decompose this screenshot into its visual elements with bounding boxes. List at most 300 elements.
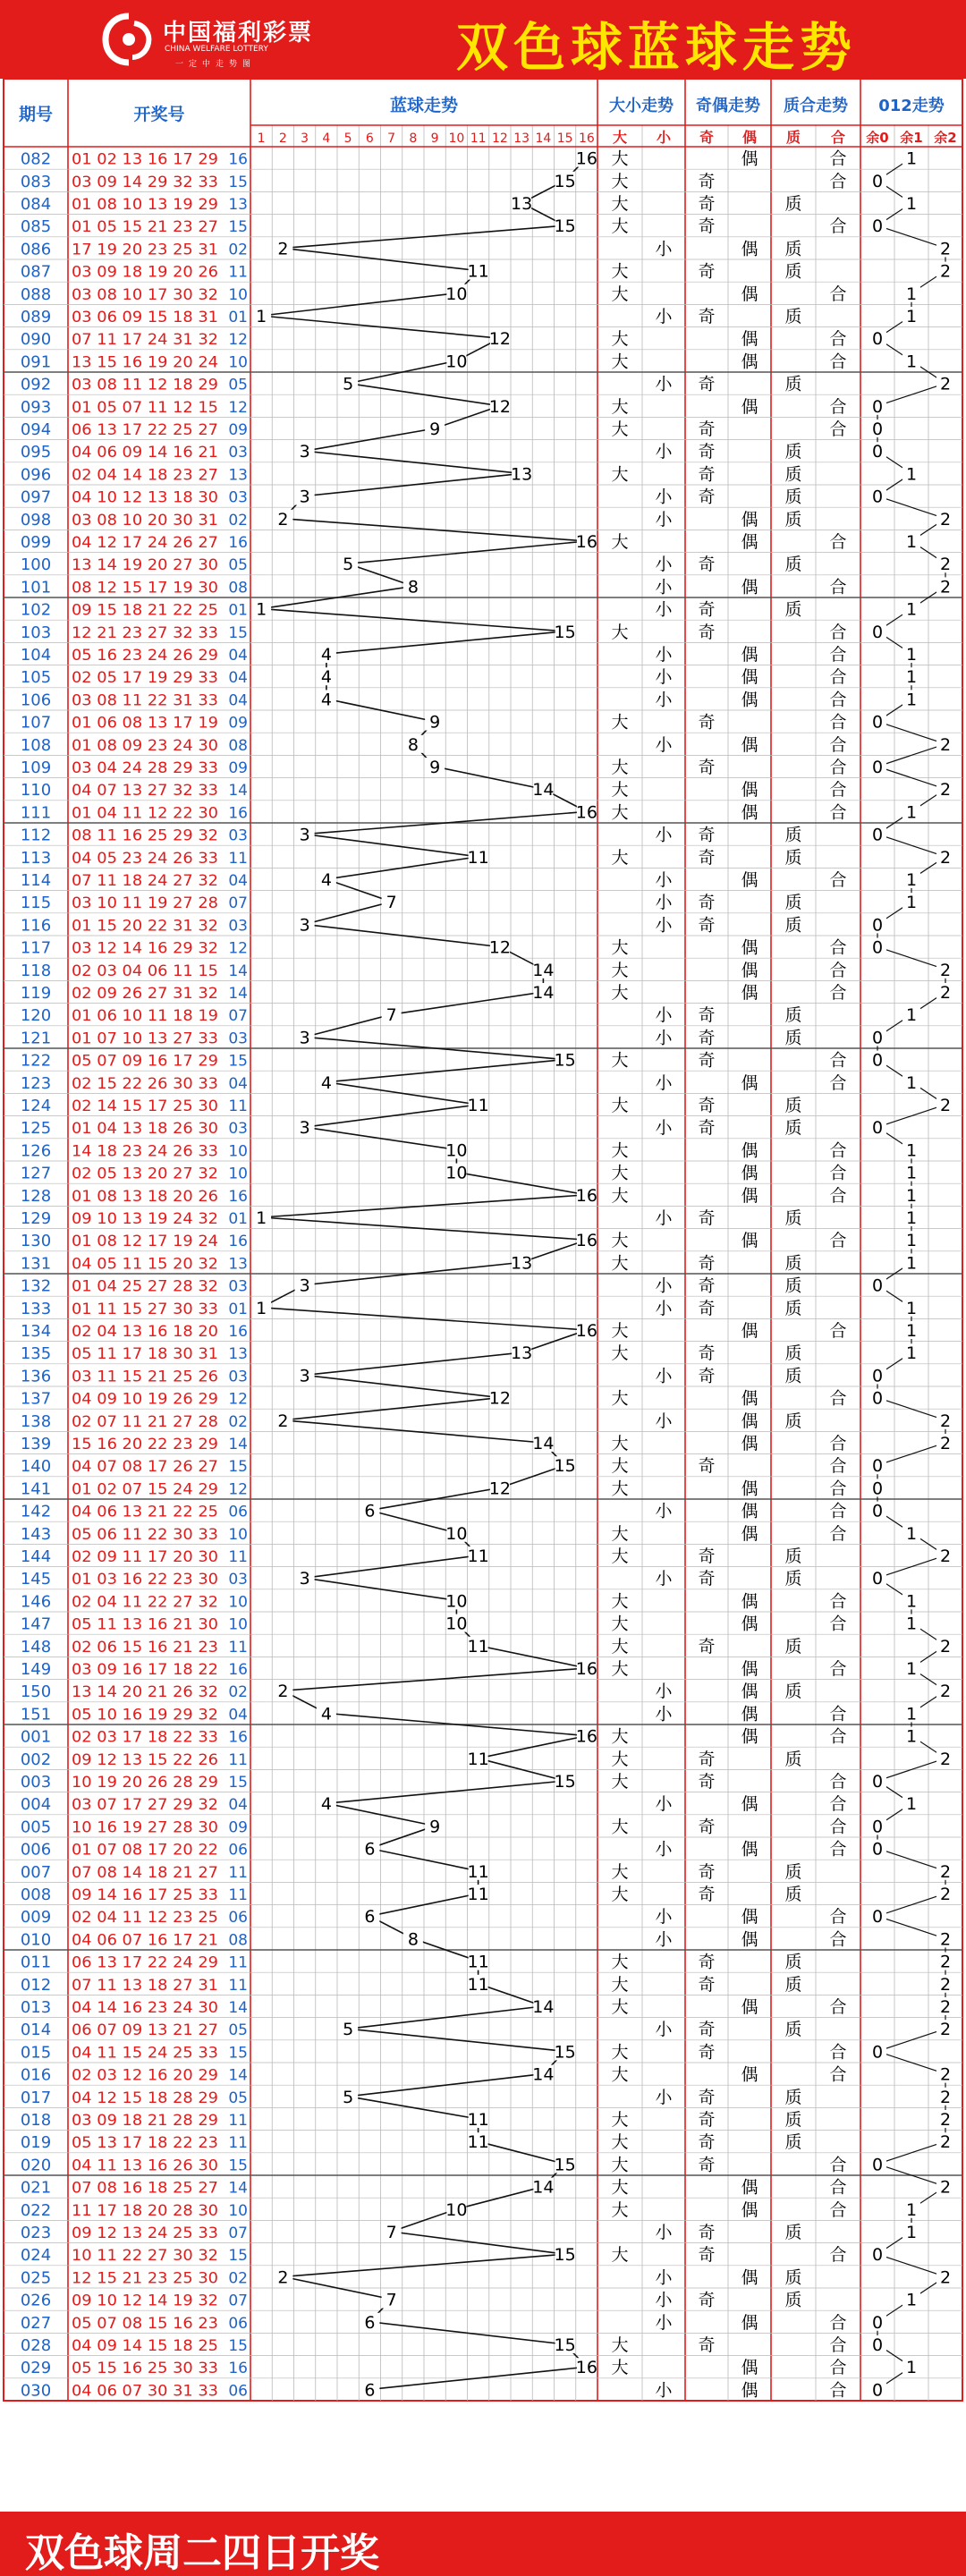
mod-trend-header: 012走势 bbox=[878, 97, 945, 115]
period-cell: 117 bbox=[20, 938, 52, 958]
prime-cell: 合 bbox=[829, 1726, 847, 1747]
size-cell: 小 bbox=[655, 374, 673, 394]
parity-cell: 偶 bbox=[741, 1388, 758, 1409]
parity-cell: 偶 bbox=[741, 734, 758, 755]
blue-ball-marker: 10 bbox=[445, 352, 468, 372]
page-title: 双色球蓝球走势 bbox=[456, 17, 858, 78]
size-cell: 小 bbox=[655, 2267, 673, 2288]
parity-cell: 偶 bbox=[741, 1479, 758, 1499]
blue-ball-cell: 11 bbox=[228, 2112, 248, 2130]
red-balls-cell: 13 14 19 20 27 30 bbox=[72, 556, 218, 575]
prime-cell: 质 bbox=[784, 239, 802, 259]
blue-ball-cell: 16 bbox=[228, 1728, 248, 1747]
parity-cell: 奇 bbox=[698, 1343, 716, 1364]
prime-cell: 质 bbox=[784, 307, 802, 326]
blue-ball-marker: 3 bbox=[299, 1118, 310, 1139]
parity-cell: 偶 bbox=[741, 1704, 758, 1724]
blue-ball-marker: 14 bbox=[532, 960, 555, 980]
blue-ball-cell: 06 bbox=[228, 1503, 248, 1521]
blue-ball-cell: 06 bbox=[228, 1841, 248, 1860]
blue-ball-marker: 2 bbox=[277, 239, 289, 259]
blue-ball-marker: 12 bbox=[488, 1479, 511, 1499]
prime-cell: 合 bbox=[829, 2380, 847, 2401]
prime-cell: 合 bbox=[829, 1140, 847, 1161]
parity-cell: 偶 bbox=[741, 532, 758, 552]
size-cell: 大 bbox=[611, 937, 629, 958]
prime-cell: 合 bbox=[829, 2155, 847, 2175]
size-cell: 大 bbox=[611, 216, 629, 237]
period-cell: 021 bbox=[20, 2178, 52, 2198]
red-balls-cell: 09 15 18 21 22 25 bbox=[72, 601, 218, 620]
blue-ball-marker: 10 bbox=[445, 1614, 468, 1634]
red-balls-cell: 12 15 21 23 25 30 bbox=[72, 2269, 218, 2288]
blue-ball-cell: 15 bbox=[228, 1052, 248, 1071]
blue-ball-cell: 14 bbox=[228, 2179, 248, 2198]
size-cell: 大 bbox=[611, 1591, 629, 1612]
red-balls-cell: 01 06 10 11 18 19 bbox=[72, 1007, 218, 1026]
blue-ball-marker: 13 bbox=[511, 1253, 533, 1274]
red-balls-cell: 07 08 16 18 25 27 bbox=[72, 2179, 218, 2198]
size-cell: 小 bbox=[655, 239, 673, 259]
prime-cell: 质 bbox=[784, 1749, 802, 1769]
blue-ball-cell: 12 bbox=[228, 398, 248, 417]
blue-ball-marker: 8 bbox=[407, 1929, 419, 1950]
parity-cell: 奇 bbox=[698, 1749, 716, 1769]
size-cell: 大 bbox=[611, 329, 629, 350]
period-cell: 010 bbox=[20, 1930, 52, 1950]
blue-number-header: 15 bbox=[556, 131, 573, 146]
period-cell: 087 bbox=[20, 262, 52, 282]
red-balls-cell: 04 12 17 24 26 27 bbox=[72, 534, 218, 552]
blue-ball-marker: 15 bbox=[554, 2155, 576, 2175]
period-cell: 090 bbox=[20, 330, 52, 350]
prime-cell: 合 bbox=[829, 1050, 847, 1071]
blue-ball-cell: 10 bbox=[228, 1593, 248, 1612]
mod-0-header: 余0 bbox=[866, 130, 889, 146]
blue-ball-marker: 1 bbox=[256, 307, 267, 326]
blue-ball-marker: 16 bbox=[575, 2358, 597, 2378]
blue-ball-cell: 10 bbox=[228, 1142, 248, 1161]
prime-cell: 合 bbox=[829, 667, 847, 688]
parity-cell: 奇 bbox=[698, 599, 716, 620]
blue-ball-cell: 11 bbox=[228, 1638, 248, 1657]
size-cell: 大 bbox=[611, 148, 629, 169]
size-cell: 小 bbox=[655, 1682, 673, 1702]
parity-cell: 奇 bbox=[698, 622, 716, 642]
size-cell: 小 bbox=[655, 1411, 673, 1431]
blue-ball-marker: 10 bbox=[445, 1591, 468, 1612]
blue-ball-marker: 9 bbox=[429, 758, 441, 777]
parity-cell: 偶 bbox=[741, 1072, 758, 1093]
blue-ball-cell: 09 bbox=[228, 1818, 248, 1837]
period-cell: 092 bbox=[20, 375, 52, 394]
size-cell: 小 bbox=[655, 2380, 673, 2401]
period-cell: 143 bbox=[20, 1524, 52, 1544]
size-cell: 大 bbox=[611, 1388, 629, 1409]
prime-cell: 合 bbox=[829, 1185, 847, 1206]
red-balls-cell: 10 11 22 27 30 32 bbox=[72, 2247, 218, 2266]
period-cell: 095 bbox=[20, 443, 52, 462]
red-balls-cell: 02 14 15 17 25 30 bbox=[72, 1097, 218, 1115]
red-balls-cell: 01 04 11 12 22 30 bbox=[72, 804, 218, 823]
blue-number-header: 2 bbox=[278, 131, 287, 146]
mod-cell: 1 bbox=[905, 464, 918, 485]
period-cell: 098 bbox=[20, 510, 52, 530]
red-balls-cell: 03 09 18 21 28 29 bbox=[72, 2112, 218, 2130]
red-balls-cell: 01 11 15 27 30 33 bbox=[72, 1300, 218, 1318]
blue-ball-cell: 12 bbox=[228, 939, 248, 958]
prime-cell: 合 bbox=[829, 419, 847, 439]
size-cell: 小 bbox=[655, 307, 673, 326]
parity-cell: 偶 bbox=[741, 1997, 758, 2017]
period-cell: 028 bbox=[20, 2336, 52, 2355]
blue-ball-marker: 14 bbox=[532, 2064, 555, 2085]
blue-ball-marker: 11 bbox=[467, 1546, 489, 1566]
parity-cell: 偶 bbox=[741, 352, 758, 372]
parity-cell: 奇 bbox=[698, 1636, 716, 1657]
header-bar bbox=[0, 0, 966, 79]
blue-ball-cell: 07 bbox=[228, 2224, 248, 2242]
mod-cell: 2 bbox=[939, 2087, 952, 2107]
red-balls-cell: 07 08 14 18 21 27 bbox=[72, 1863, 218, 1882]
period-cell: 002 bbox=[20, 1750, 52, 1769]
prime-cell: 质 bbox=[784, 194, 802, 214]
blue-ball-marker: 2 bbox=[277, 2267, 289, 2288]
prime-cell: 质 bbox=[784, 1682, 802, 1702]
size-cell: 大 bbox=[611, 2110, 629, 2130]
blue-ball-cell: 09 bbox=[228, 714, 248, 733]
blue-ball-marker: 14 bbox=[532, 2177, 555, 2198]
blue-ball-cell: 03 bbox=[228, 1030, 248, 1048]
period-cell: 029 bbox=[20, 2359, 52, 2378]
blue-ball-cell: 15 bbox=[228, 623, 248, 642]
logo-english-name: CHINA WELFARE LOTTERY bbox=[165, 45, 268, 54]
mod-cell: 2 bbox=[939, 1885, 952, 1904]
prime-cell: 质 bbox=[784, 261, 802, 282]
mod-cell: 0 bbox=[871, 2245, 884, 2266]
blue-ball-cell: 08 bbox=[228, 736, 248, 755]
mod-cell: 1 bbox=[905, 532, 918, 552]
period-cell: 110 bbox=[20, 781, 52, 801]
mod-cell: 2 bbox=[939, 2267, 952, 2288]
mod-cell: 0 bbox=[871, 329, 884, 350]
size-cell: 小 bbox=[655, 1794, 673, 1815]
blue-ball-marker: 14 bbox=[532, 1434, 555, 1453]
blue-ball-cell: 10 bbox=[228, 285, 248, 304]
red-balls-cell: 03 10 11 19 27 28 bbox=[72, 894, 218, 913]
blue-number-header: 12 bbox=[491, 131, 508, 146]
period-cell: 086 bbox=[20, 240, 52, 259]
prime-cell: 合 bbox=[829, 2064, 847, 2085]
period-cell: 085 bbox=[20, 217, 52, 237]
period-cell: 142 bbox=[20, 1502, 52, 1521]
blue-ball-marker: 15 bbox=[554, 622, 576, 642]
mod-cell: 2 bbox=[939, 1682, 952, 1702]
parity-cell: 偶 bbox=[741, 1614, 758, 1634]
blue-ball-marker: 7 bbox=[386, 2290, 397, 2310]
size-cell: 大 bbox=[611, 1952, 629, 1972]
size-cell: 大 bbox=[611, 1772, 629, 1792]
logo-chinese-name: 中国福利彩票 bbox=[163, 20, 314, 47]
prime-cell: 合 bbox=[829, 1772, 847, 1792]
blue-ball-cell: 01 bbox=[228, 309, 248, 326]
red-balls-cell: 03 06 09 15 18 31 bbox=[72, 309, 218, 326]
mod-cell: 2 bbox=[939, 847, 952, 868]
mod-cell: 0 bbox=[871, 419, 884, 439]
blue-ball-cell: 05 bbox=[228, 376, 248, 394]
red-balls-cell: 10 19 20 26 28 29 bbox=[72, 1774, 218, 1792]
period-cell: 009 bbox=[20, 1908, 52, 1928]
parity-cell: 奇 bbox=[698, 1772, 716, 1792]
size-cell: 小 bbox=[655, 667, 673, 688]
period-cell: 119 bbox=[20, 984, 52, 1003]
parity-cell: 偶 bbox=[741, 1231, 758, 1251]
blue-ball-marker: 11 bbox=[467, 1749, 489, 1769]
period-cell: 022 bbox=[20, 2200, 52, 2220]
period-cell: 132 bbox=[20, 1276, 52, 1296]
size-cell: 小 bbox=[655, 2223, 673, 2242]
blue-ball-cell: 16 bbox=[228, 1661, 248, 1679]
size-cell: 大 bbox=[611, 1861, 629, 1882]
mod-cell: 2 bbox=[939, 2064, 952, 2085]
parity-cell: 偶 bbox=[741, 1321, 758, 1341]
period-cell: 088 bbox=[20, 284, 52, 304]
size-cell: 大 bbox=[611, 1456, 629, 1477]
blue-ball-cell: 16 bbox=[228, 2360, 248, 2378]
blue-ball-marker: 3 bbox=[299, 1275, 310, 1296]
mod-cell: 2 bbox=[939, 2177, 952, 2198]
prime-cell: 质 bbox=[784, 1028, 802, 1048]
prime-cell: 质 bbox=[784, 1208, 802, 1228]
draw-schedule-text: 双色球周二四日开奖 bbox=[25, 2530, 379, 2576]
mod-cell: 0 bbox=[871, 2042, 884, 2063]
parity-cell: 奇 bbox=[698, 1817, 716, 1837]
parity-cell: 偶 bbox=[741, 1140, 758, 1161]
parity-cell: 奇 bbox=[698, 419, 716, 439]
prime-cell: 合 bbox=[829, 1479, 847, 1499]
red-balls-cell: 04 07 08 17 26 27 bbox=[72, 1458, 218, 1477]
blue-number-header: 11 bbox=[470, 131, 487, 146]
size-cell: 大 bbox=[611, 464, 629, 485]
parity-cell: 偶 bbox=[741, 1185, 758, 1206]
parity-cell: 偶 bbox=[741, 1523, 758, 1544]
prime-cell: 合 bbox=[829, 960, 847, 980]
parity-cell: 偶 bbox=[741, 667, 758, 688]
blue-ball-cell: 06 bbox=[228, 1909, 248, 1928]
blue-ball-marker: 2 bbox=[277, 1411, 289, 1431]
red-balls-cell: 05 06 11 22 30 33 bbox=[72, 1525, 218, 1544]
mod-cell: 1 bbox=[905, 1704, 918, 1724]
parity-cell: 奇 bbox=[698, 171, 716, 191]
red-balls-cell: 01 08 09 23 24 30 bbox=[72, 736, 218, 755]
size-cell: 小 bbox=[655, 1366, 673, 1386]
size-cell: 大 bbox=[611, 1523, 629, 1544]
mod-cell: 1 bbox=[905, 1298, 918, 1318]
blue-ball-cell: 10 bbox=[228, 353, 248, 372]
red-balls-cell: 01 08 13 18 20 26 bbox=[72, 1187, 218, 1206]
red-balls-cell: 08 12 15 17 19 30 bbox=[72, 579, 218, 597]
blue-ball-cell: 15 bbox=[228, 2247, 248, 2266]
blue-number-header: 10 bbox=[448, 131, 465, 146]
prime-cell: 合 bbox=[829, 171, 847, 191]
size-cell: 小 bbox=[655, 509, 673, 530]
mod-cell: 0 bbox=[871, 1817, 884, 1837]
blue-ball-cell: 04 bbox=[228, 872, 248, 890]
prime-cell: 质 bbox=[784, 1253, 802, 1274]
blue-ball-marker: 12 bbox=[488, 937, 511, 958]
mod-cell: 2 bbox=[939, 1411, 952, 1431]
parity-cell: 偶 bbox=[741, 1591, 758, 1612]
red-balls-cell: 08 11 16 25 29 32 bbox=[72, 826, 218, 845]
blue-ball-marker: 14 bbox=[532, 983, 555, 1003]
period-cell: 015 bbox=[20, 2043, 52, 2063]
blue-ball-marker: 9 bbox=[429, 1817, 441, 1837]
mod-cell: 1 bbox=[905, 667, 918, 688]
prime-cell: 合 bbox=[829, 780, 847, 801]
mod-cell: 1 bbox=[905, 148, 918, 169]
mod-cell: 2 bbox=[939, 1749, 952, 1769]
blue-ball-cell: 10 bbox=[228, 1165, 248, 1183]
parity-cell: 偶 bbox=[741, 2064, 758, 2085]
red-balls-cell: 04 10 12 13 18 30 bbox=[72, 488, 218, 507]
blue-ball-marker: 6 bbox=[364, 1839, 376, 1860]
blue-ball-marker: 4 bbox=[320, 690, 332, 710]
blue-ball-marker: 8 bbox=[407, 577, 419, 597]
red-balls-cell: 01 05 07 11 12 15 bbox=[72, 398, 218, 417]
size-cell: 大 bbox=[611, 1140, 629, 1161]
blue-number-header: 6 bbox=[365, 131, 374, 146]
size-cell: 小 bbox=[655, 1005, 673, 1026]
prime-cell: 合 bbox=[829, 2042, 847, 2063]
parity-cell: 偶 bbox=[741, 2358, 758, 2378]
prime-cell: 质 bbox=[784, 2290, 802, 2310]
size-cell: 大 bbox=[611, 1997, 629, 2017]
mod-cell: 1 bbox=[905, 1072, 918, 1093]
mod-cell: 1 bbox=[905, 870, 918, 890]
period-cell: 147 bbox=[20, 1614, 52, 1634]
period-cell: 136 bbox=[20, 1367, 52, 1386]
period-cell: 151 bbox=[20, 1705, 52, 1724]
period-cell: 131 bbox=[20, 1254, 52, 1274]
blue-ball-cell: 14 bbox=[228, 985, 248, 1003]
size-cell: 大 bbox=[611, 983, 629, 1003]
parity-cell: 奇 bbox=[698, 1952, 716, 1972]
prime-cell: 质 bbox=[784, 1343, 802, 1364]
mod-cell: 2 bbox=[939, 1546, 952, 1566]
red-balls-cell: 03 08 11 12 18 29 bbox=[72, 376, 218, 394]
period-cell: 137 bbox=[20, 1389, 52, 1409]
blue-ball-cell: 02 bbox=[228, 241, 248, 259]
parity-cell: 偶 bbox=[741, 1659, 758, 1679]
blue-ball-cell: 15 bbox=[228, 1774, 248, 1792]
size-cell: 大 bbox=[611, 396, 629, 417]
size-cell: 大 bbox=[611, 532, 629, 552]
blue-ball-cell: 11 bbox=[228, 1548, 248, 1566]
mod-cell: 0 bbox=[871, 1275, 884, 1296]
blue-ball-cell: 03 bbox=[228, 1120, 248, 1139]
size-cell: 大 bbox=[611, 2155, 629, 2175]
blue-ball-marker: 16 bbox=[575, 532, 597, 552]
mod-cell: 0 bbox=[871, 1907, 884, 1928]
size-big-header: 大 bbox=[612, 129, 628, 146]
mod-cell: 2 bbox=[939, 2020, 952, 2040]
red-balls-cell: 01 02 13 16 17 29 bbox=[72, 150, 218, 169]
mod-cell: 2 bbox=[939, 1096, 952, 1115]
blue-ball-marker: 11 bbox=[467, 1974, 489, 1995]
prime-cell: 质 bbox=[784, 1118, 802, 1139]
blue-ball-marker: 16 bbox=[575, 802, 597, 823]
prime-cell: 质 bbox=[784, 555, 802, 575]
prime-cell: 合 bbox=[829, 690, 847, 710]
parity-cell: 奇 bbox=[698, 1861, 716, 1882]
size-cell: 小 bbox=[655, 2020, 673, 2040]
size-cell: 小 bbox=[655, 825, 673, 845]
mod-cell: 2 bbox=[939, 261, 952, 282]
red-balls-cell: 06 13 17 22 25 27 bbox=[72, 421, 218, 439]
mod-cell: 0 bbox=[871, 1028, 884, 1048]
prime-cell: 合 bbox=[829, 1231, 847, 1251]
size-cell: 大 bbox=[611, 419, 629, 439]
parity-cell: 偶 bbox=[741, 148, 758, 169]
blue-ball-marker: 4 bbox=[320, 645, 332, 665]
prime-cell: 合 bbox=[829, 802, 847, 823]
blue-ball-cell: 11 bbox=[228, 1886, 248, 1904]
period-cell: 124 bbox=[20, 1097, 52, 1115]
period-cell: 103 bbox=[20, 623, 52, 642]
prime-cell: 质 bbox=[784, 2087, 802, 2107]
blue-ball-cell: 02 bbox=[228, 511, 248, 530]
blue-ball-cell: 01 bbox=[228, 1300, 248, 1318]
mod-cell: 2 bbox=[939, 983, 952, 1003]
blue-ball-marker: 3 bbox=[299, 915, 310, 936]
size-cell: 大 bbox=[611, 1253, 629, 1274]
red-balls-cell: 04 11 15 24 25 33 bbox=[72, 2044, 218, 2063]
mod-cell: 1 bbox=[905, 599, 918, 620]
red-balls-cell: 02 03 04 06 11 15 bbox=[72, 962, 218, 980]
blue-ball-marker: 11 bbox=[467, 1861, 489, 1882]
period-column-header: 期号 bbox=[18, 105, 54, 124]
trend-chart bbox=[0, 79, 966, 2512]
parity-cell: 奇 bbox=[698, 1118, 716, 1139]
parity-cell: 奇 bbox=[698, 847, 716, 868]
size-cell: 大 bbox=[611, 171, 629, 191]
parity-cell: 奇 bbox=[698, 2020, 716, 2040]
mod-cell: 0 bbox=[871, 1456, 884, 1477]
red-balls-cell: 04 12 15 18 28 29 bbox=[72, 2089, 218, 2107]
prime-cell: 合 bbox=[829, 1591, 847, 1612]
mod-cell: 1 bbox=[905, 1005, 918, 1026]
mod-cell: 2 bbox=[939, 780, 952, 801]
blue-ball-cell: 16 bbox=[228, 534, 248, 552]
mod-cell: 1 bbox=[905, 1523, 918, 1544]
mod-cell: 2 bbox=[939, 2110, 952, 2130]
red-balls-cell: 01 15 20 22 31 32 bbox=[72, 917, 218, 936]
period-cell: 127 bbox=[20, 1164, 52, 1183]
parity-cell: 偶 bbox=[741, 396, 758, 417]
prime-cell: 合 bbox=[829, 1072, 847, 1093]
blue-ball-cell: 16 bbox=[228, 1233, 248, 1251]
size-cell: 大 bbox=[611, 960, 629, 980]
size-cell: 大 bbox=[611, 1974, 629, 1995]
blue-ball-cell: 05 bbox=[228, 2089, 248, 2107]
blue-ball-marker: 11 bbox=[467, 1952, 489, 1972]
size-cell: 小 bbox=[655, 1275, 673, 1296]
period-cell: 006 bbox=[20, 1840, 52, 1860]
prime-cell: 质 bbox=[784, 1366, 802, 1386]
period-cell: 102 bbox=[20, 600, 52, 620]
parity-cell: 偶 bbox=[741, 780, 758, 801]
period-cell: 106 bbox=[20, 691, 52, 710]
